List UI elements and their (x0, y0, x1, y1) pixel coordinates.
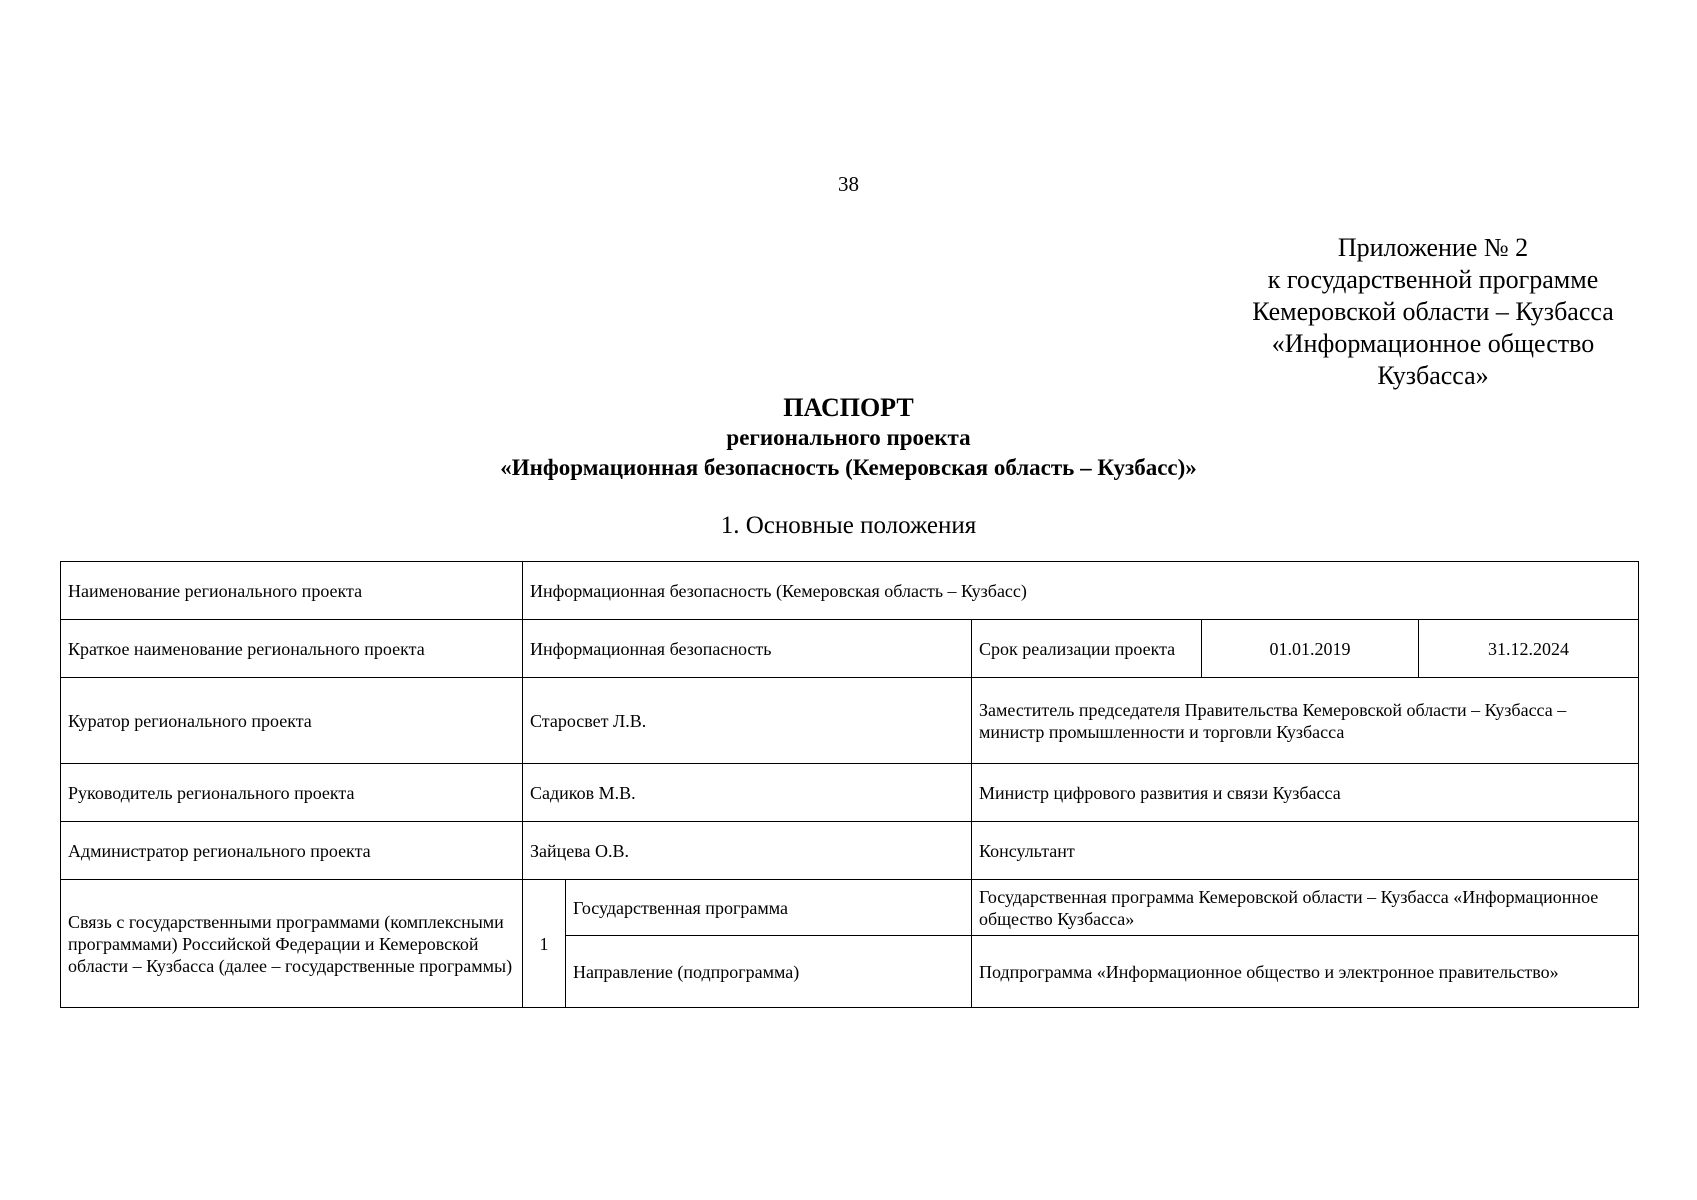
page-number: 38 (838, 172, 859, 196)
row-label: Связь с государственными программами (комплексными программами) Российской Федерации и Кемеровской области – Кузбасса (далее – государственные программы) (61, 880, 523, 1008)
section-heading: 1. Основные положения (720, 512, 977, 539)
row-label: Наименование регионального проекта (61, 562, 523, 620)
row-label: Куратор регионального проекта (61, 678, 523, 764)
appendix-line: «Информационное общество (1271, 329, 1595, 358)
row-number: 1 (523, 880, 566, 1008)
table-row (61, 822, 1639, 880)
start-date: 01.01.2019 (1202, 620, 1419, 678)
row-label: Краткое наименование регионального проекта (61, 620, 523, 678)
title-subtitle: регионального проекта (726, 425, 971, 450)
table-row (61, 880, 1639, 936)
program-label: Государственная программа (566, 880, 972, 936)
person-position: Заместитель председателя Правительства Кемеровской области – Кузбасса – министр промышленности и торговли Кузбасса (972, 678, 1639, 764)
appendix-line: к государственной программе (1267, 265, 1599, 294)
passport-table (60, 561, 1639, 1008)
person-name: Зайцева О.В. (523, 822, 972, 880)
direction-value: Подпрограмма «Информационное общество и электронное правительство» (972, 936, 1639, 1008)
title-main: ПАСПОРТ (783, 393, 914, 422)
person-name: Старосвет Л.В. (523, 678, 972, 764)
row-label: Руководитель регионального проекта (61, 764, 523, 822)
table-row (61, 562, 1639, 620)
appendix-line: Кузбасса» (1377, 361, 1489, 390)
row-label: Администратор регионального проекта (61, 822, 523, 880)
table-row (61, 764, 1639, 822)
person-name: Садиков М.В. (523, 764, 972, 822)
direction-label: Направление (подпрограмма) (566, 936, 972, 1008)
table-row (61, 620, 1639, 678)
person-position: Консультант (972, 822, 1639, 880)
appendix-line: Кемеровской области – Кузбасса (1252, 297, 1614, 326)
row-value: Информационная безопасность (523, 620, 972, 678)
period-label: Срок реализации проекта (972, 620, 1202, 678)
person-position: Министр цифрового развития и связи Кузбасса (972, 764, 1639, 822)
appendix-line: Приложение № 2 (1337, 233, 1529, 262)
table-row (61, 678, 1639, 764)
appendix-note (1208, 232, 1658, 392)
row-value: Информационная безопасность (Кемеровская область – Кузбасс) (523, 562, 1639, 620)
title-project-name: «Информационная безопасность (Кемеровская область – Кузбасс)» (500, 455, 1197, 480)
program-value: Государственная программа Кемеровской области – Кузбасса «Информационное общество Кузбасса» (972, 880, 1639, 936)
end-date: 31.12.2024 (1419, 620, 1639, 678)
document-title (0, 393, 1697, 483)
